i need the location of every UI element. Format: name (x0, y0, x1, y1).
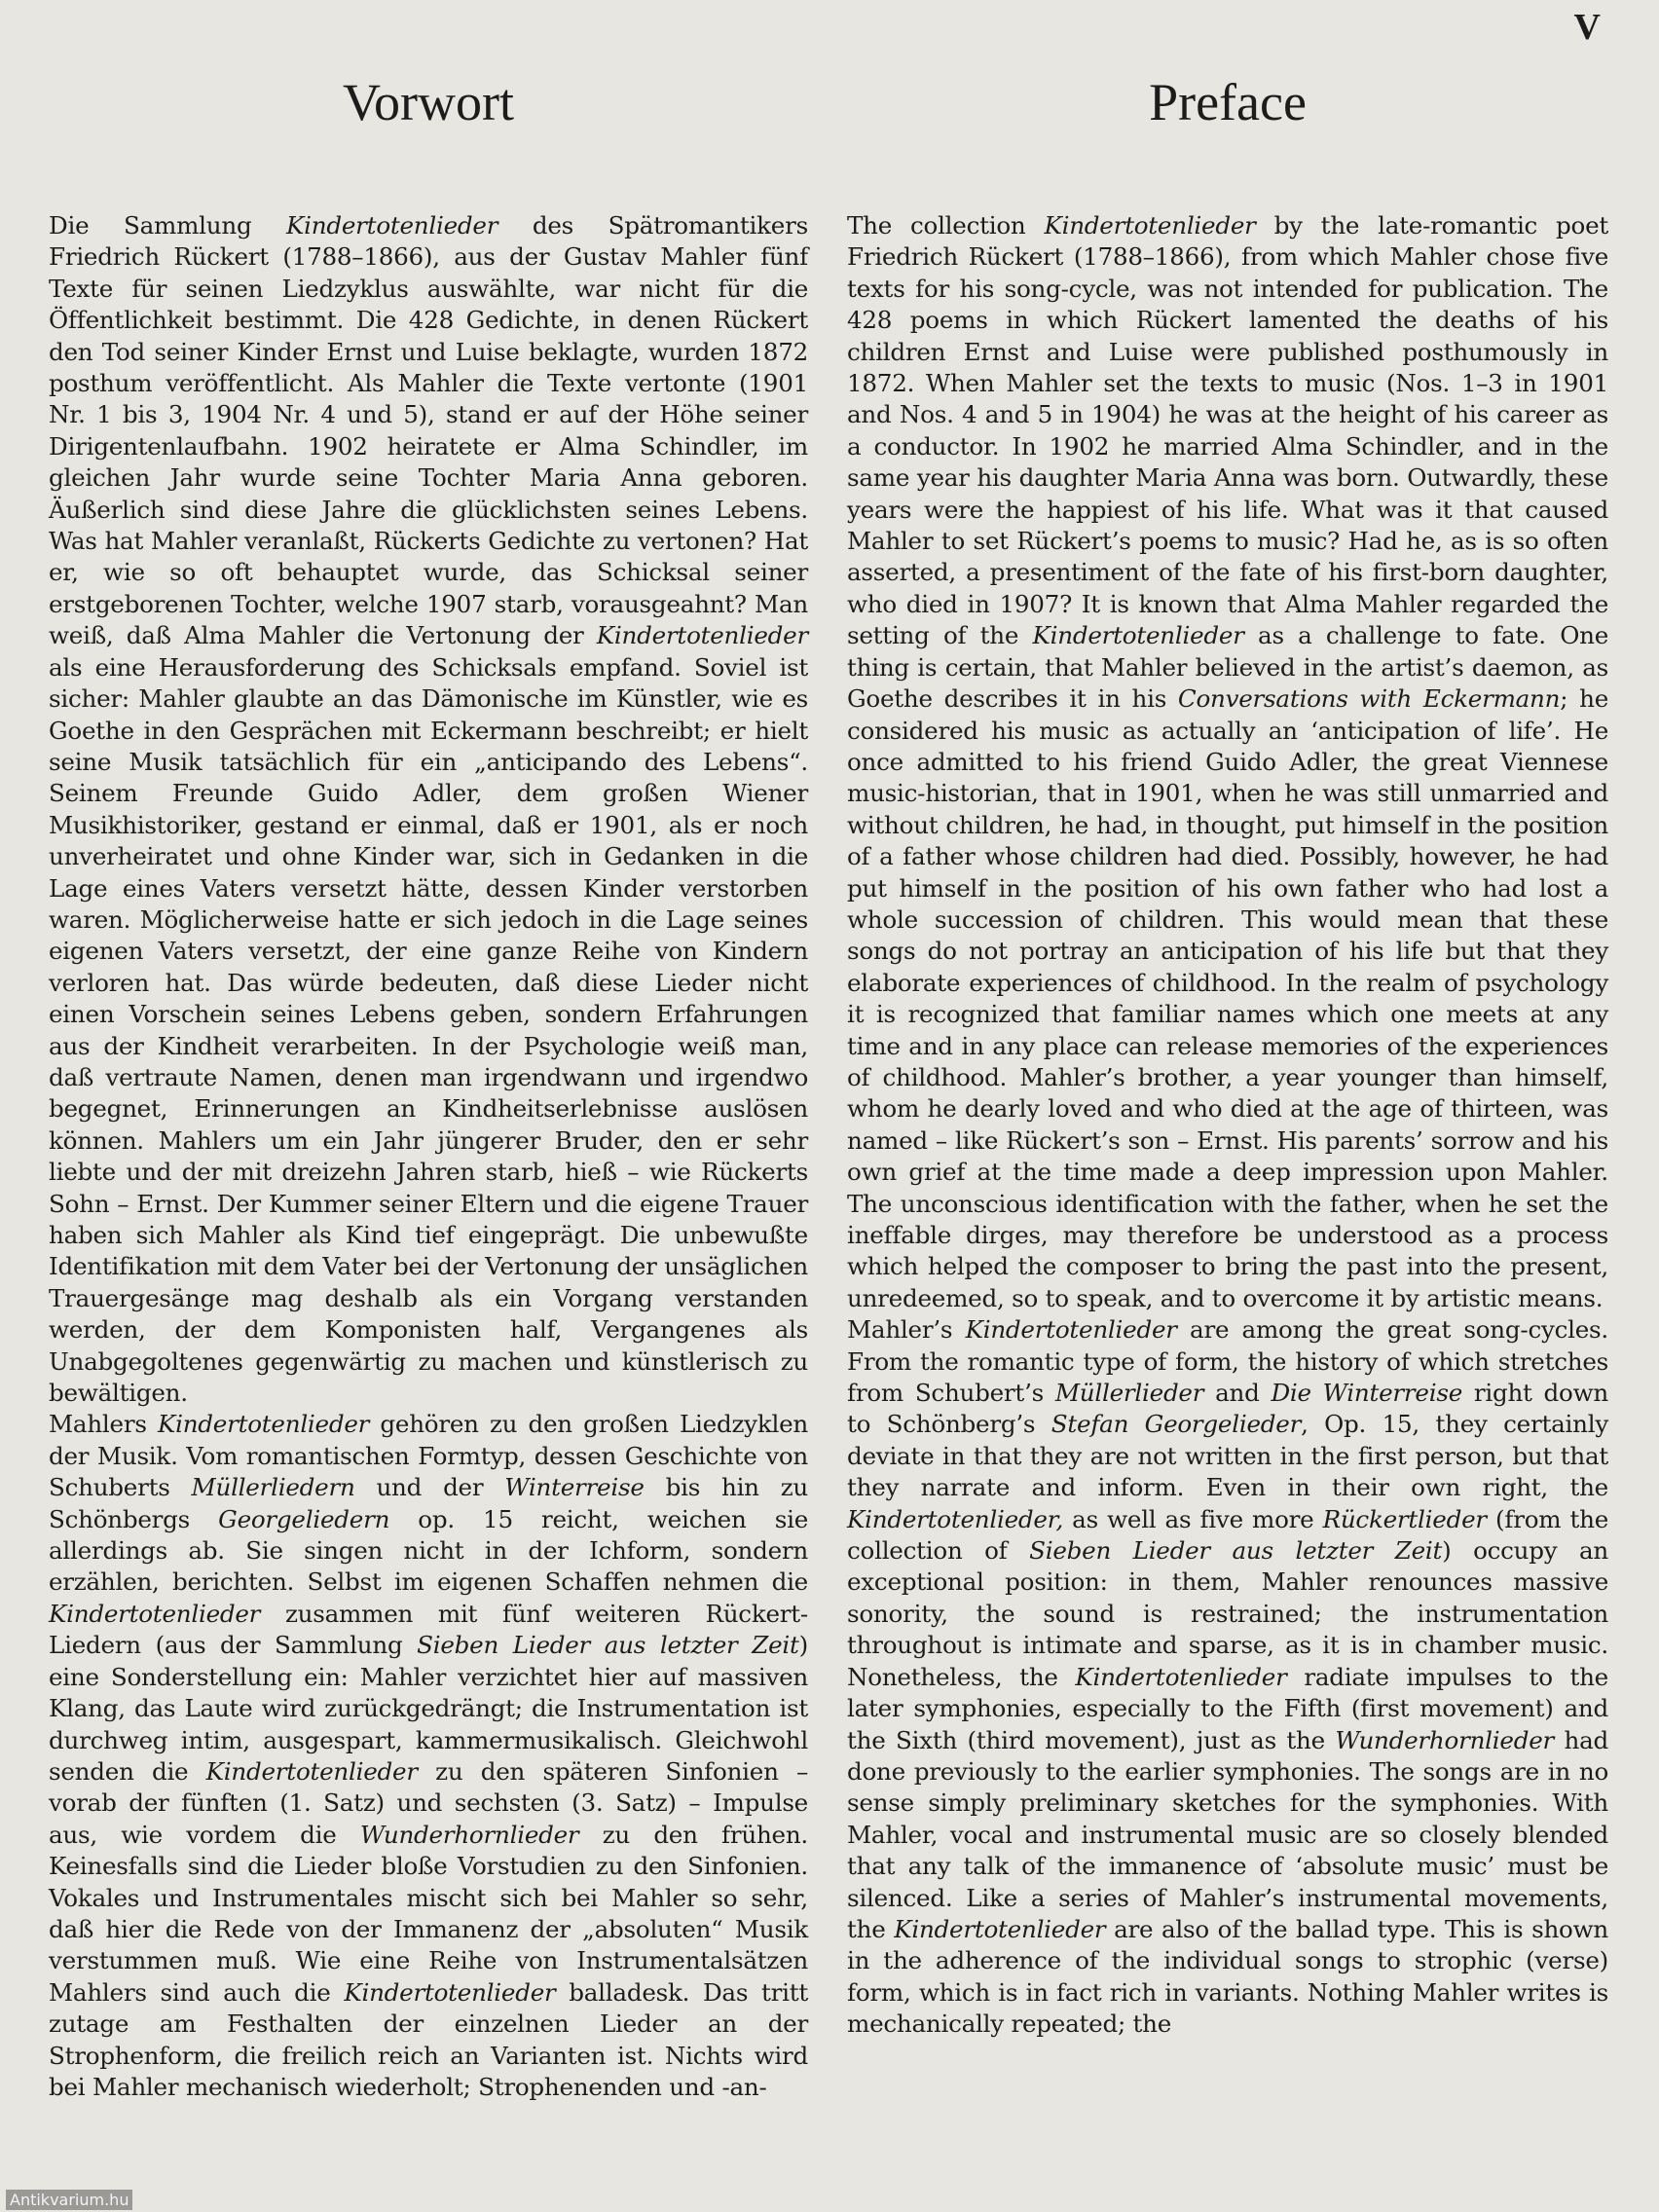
italic-title: Stefan Georgelieder (1051, 1410, 1302, 1439)
italic-title: Sieben Lieder aus letzter Zeit (417, 1631, 799, 1660)
italic-title: Kindertotenlieder (965, 1315, 1177, 1345)
italic-title: Conversations with Eckermann (1177, 684, 1561, 714)
italic-title: Müllerlieder (1054, 1379, 1204, 1408)
italic-title: Kindertotenlieder (157, 1410, 370, 1439)
italic-title: Kindertotenlieder (1075, 1662, 1287, 1691)
english-body (847, 210, 1608, 2041)
italic-title: Kindertotenlieder (49, 1599, 261, 1628)
german-body (49, 210, 808, 2103)
italic-title: Müllerliedern (191, 1473, 355, 1502)
italic-title: Kindertotenlieder (205, 1756, 418, 1786)
english-paragraph: Mahler’s Kindertotenlieder are among the great song-cycles. From the romantic type of form, the history of which stretches from Schubert’s Müllerlieder and Die Winterreise right down to Schönberg’s Stefan Georgelieder, Op. 15, they certainly deviate in that they are not written in the first person, but that they narrate and inform. Even in their own right, the Kindertotenlieder, as well as five more Rückertlieder (from the collection of Sieben Lieder aus letzter Zeit) occupy an exceptional position: in them, Mahler renounces massive sonority, the sound is restrained; the instrumentation throughout is intimate and sparse, as it is in chamber music. Nonetheless, the Kindertotenlieder radiate impulses to the later symphonies, especially to the Fifth (first movement) and the Sixth (third movement), just as the Wunderhornlieder had done previously to the earlier symphonies. The songs are in no sense simply preliminary sketches for the symphonies. With Mahler, vocal and instrumental music are so closely blended that any talk of the immanence of ‘absolute music’ must be silenced. Like a series of Mahler’s instrumental movements, the Kindertotenlieder are also of the ballad type. This is shown in the adherence of the individual songs to strophic (verse) form, which is in fact rich in variants. Nothing Mahler writes is mechanically repeated; the (847, 1315, 1608, 2039)
watermark: Antikvarium.hu (6, 2190, 132, 2210)
page-number: V (1573, 7, 1601, 48)
italic-title: Winterreise (504, 1473, 645, 1502)
italic-title: Wunderhornlieder (359, 1820, 579, 1849)
italic-title: Rückertlieder (1322, 1504, 1487, 1533)
italic-title: Kindertotenlieder (894, 1914, 1106, 1943)
german-paragraph: Die Sammlung Kindertotenlieder des Spätromantikers Friedrich Rückert (1788–1866), aus der Gustav Mahler fünf Texte für seinen Liedzyklus auswählte, war nicht für die Öffentlichkeit bestimmt. Die 428 Gedichte, in denen Rückert den Tod seiner Kinder Ernst und Luise beklagte, wurden 1872 posthum veröffentlicht. Als Mahler die Texte vertonte (1901 Nr. 1 bis 3, 1904 Nr. 4 und 5), stand er auf der Höhe seiner Dirigentenlaufbahn. 1902 heiratete er Alma Schindler, im gleichen Jahr wurde seine Tochter Maria Anna geboren. Äußerlich sind diese Jahre die glücklichsten seines Lebens. Was hat Mahler veranlaßt, Rückerts Gedichte zu vertonen? Hat er, wie so oft behauptet wurde, das Schicksal seiner erstgeborenen Tochter, welche 1907 starb, vorausgeahnt? Man weiß, daß Alma Mahler die Vertonung der Kindertotenlieder als eine Herausforderung des Schicksals empfand. Soviel ist sicher: Mahler glaubte an das Dämonische im Künstler, wie es Goethe in den Gesprächen mit Eckermann beschreibt; er hielt seine Musik tatsächlich für ein „anticipando des Lebens“. Seinem Freunde Guido Adler, dem großen Wiener Musikhistoriker, gestand er einmal, daß er 1901, als er noch unverheiratet und ohne Kinder war, sich in Gedanken in die Lage eines Vaters versetzt hätte, dessen Kinder verstorben waren. Möglicherweise hatte er sich jedoch in die Lage seines eigenen Vaters versetzt, der eine ganze Reihe von Kindern verloren hat. Das würde bedeuten, daß diese Lieder nicht einen Vorschein seines Lebens geben, sondern Erfahrungen aus der Kindheit verarbeiten. In der Psychologie weiß man, daß vertraute Namen, denen man irgendwann und irgendwo begegnet, Erinnerungen an Kindheitserlebnisse auslösen können. Mahlers um ein Jahr jüngerer Bruder, den er sehr liebte und der mit dreizehn Jahren starb, hieß – wie Rückerts Sohn – Ernst. Der Kummer seiner Eltern und die eigene Trauer haben sich Mahler als Kind tief eingeprägt. Die unbewußte Identifikation mit dem Vater bei der Vertonung der unsäglichen Trauergesänge mag deshalb als ein Vorgang verstanden werden, der dem Komponisten half, Vergangenes als Unabgegoltenes gegenwärtig zu machen und künstlerisch zu bewältigen. (49, 211, 808, 1408)
italic-title: Kindertotenlieder, (847, 1504, 1064, 1533)
german-column (49, 58, 808, 2103)
german-paragraph: Mahlers Kindertotenlieder gehören zu den großen Liedzyklen der Musik. Vom romantischen Formtyp, dessen Geschichte von Schuberts Müllerliedern und der Winterreise bis hin zu Schönbergs Georgeliedern op. 15 reicht, weichen sie allerdings ab. Sie singen nicht in der Ichform, sondern erzählen, berichten. Selbst im eigenen Schaffen nehmen die Kindertotenlieder zusammen mit fünf weiteren Rückert-Liedern (aus der Sammlung Sieben Lieder aus letzter Zeit) eine Sonderstellung ein: Mahler verzichtet hier auf massiven Klang, das Laute wird zurückgedrängt; die Instrumentation ist durchweg intim, ausgespart, kammermusikalisch. Gleichwohl senden die Kindertotenlieder zu den späteren Sinfonien – vorab der fünften (1. Satz) und sechsten (3. Satz) – Impulse aus, wie vordem die Wunderhornlieder zu den frühen. Keinesfalls sind die Lieder bloße Vorstudien zu den Sinfonien. Vokales und Instrumentales mischt sich bei Mahler so sehr, daß hier die Rede von der Immanenz der „absoluten“ Musik verstummen muß. Wie eine Reihe von Instrumentalsätzen Mahlers sind auch die Kindertotenlieder balladesk. Das tritt zutage am Festhalten der einzelnen Lieder an der Strophenform, die freilich reich an Varianten ist. Nichts wird bei Mahler mechanisch wiederholt; Strophenenden und -an- (49, 1410, 809, 2101)
english-column (847, 58, 1608, 2041)
italic-title: Kindertotenlieder (344, 1977, 556, 2007)
italic-title: Kindertotenlieder (286, 211, 498, 240)
italic-title: Georgeliedern (218, 1504, 390, 1533)
italic-title: Die Winterreise (1271, 1379, 1463, 1408)
german-heading: Vorwort (342, 73, 514, 131)
english-heading: Preface (1149, 73, 1307, 131)
italic-title: Sieben Lieder aus letzter Zeit (1029, 1536, 1443, 1566)
italic-title: Kindertotenlieder (1044, 211, 1256, 240)
italic-title: Kindertotenlieder (596, 621, 808, 650)
english-paragraph: The collection Kindertotenlieder by the late-romantic poet Friedrich Rückert (1788–1866), from which Mahler chose five texts for his song-cycle, was not intended for publication. The 428 poems in which Rückert lamented the deaths of his children Ernst and Luise were published posthumously in 1872. When Mahler set the texts to music (Nos. 1–3 in 1901 and Nos. 4 and 5 in 1904) he was at the height of his career as a conductor. In 1902 he married Alma Schindler, and in the same year his daughter Maria Anna was born. Outwardly, these years were the happiest of his life. What was it that caused Mahler to set Rückert’s poems to music? Had he, as is so often asserted, a presentiment of the fate of his first-born daughter, who died in 1907? It is known that Alma Mahler regarded the setting of the Kindertotenlieder as a challenge to fate. One thing is certain, that Mahler believed in the artist’s daemon, as Goethe describes it in his Conversations with Eckermann; he considered his music as actually an ‘anticipation of life’. He once admitted to his friend Guido Adler, the great Viennese music-historian, that in 1901, when he was still unmarried and without children, he had, in thought, put himself in the position of a father whose children had died. Possibly, however, he had put himself in the position of his own father who had lost a whole succession of children. This would mean that these songs do not portray an anticipation of his life but that they elaborate experiences of childhood. In the realm of psychology it is recognized that familiar names which one meets at any time and in any place can release memories of the experiences of childhood. Mahler’s brother, a year younger than himself, whom he dearly loved and who died at the age of thirteen, was named – like Rückert’s son – Ernst. His parents’ sorrow and his own grief at the time made a deep impression upon Mahler. The unconscious identification with the father, when he set the ineffable dirges, may therefore be understood as a process which helped the composer to bring the past into the present, unredeemed, so to speak, and to overcome it by artistic means. (847, 211, 1609, 1312)
italic-title: Kindertotenlieder (1032, 621, 1244, 650)
italic-title: Wunderhornlieder (1335, 1725, 1555, 1754)
